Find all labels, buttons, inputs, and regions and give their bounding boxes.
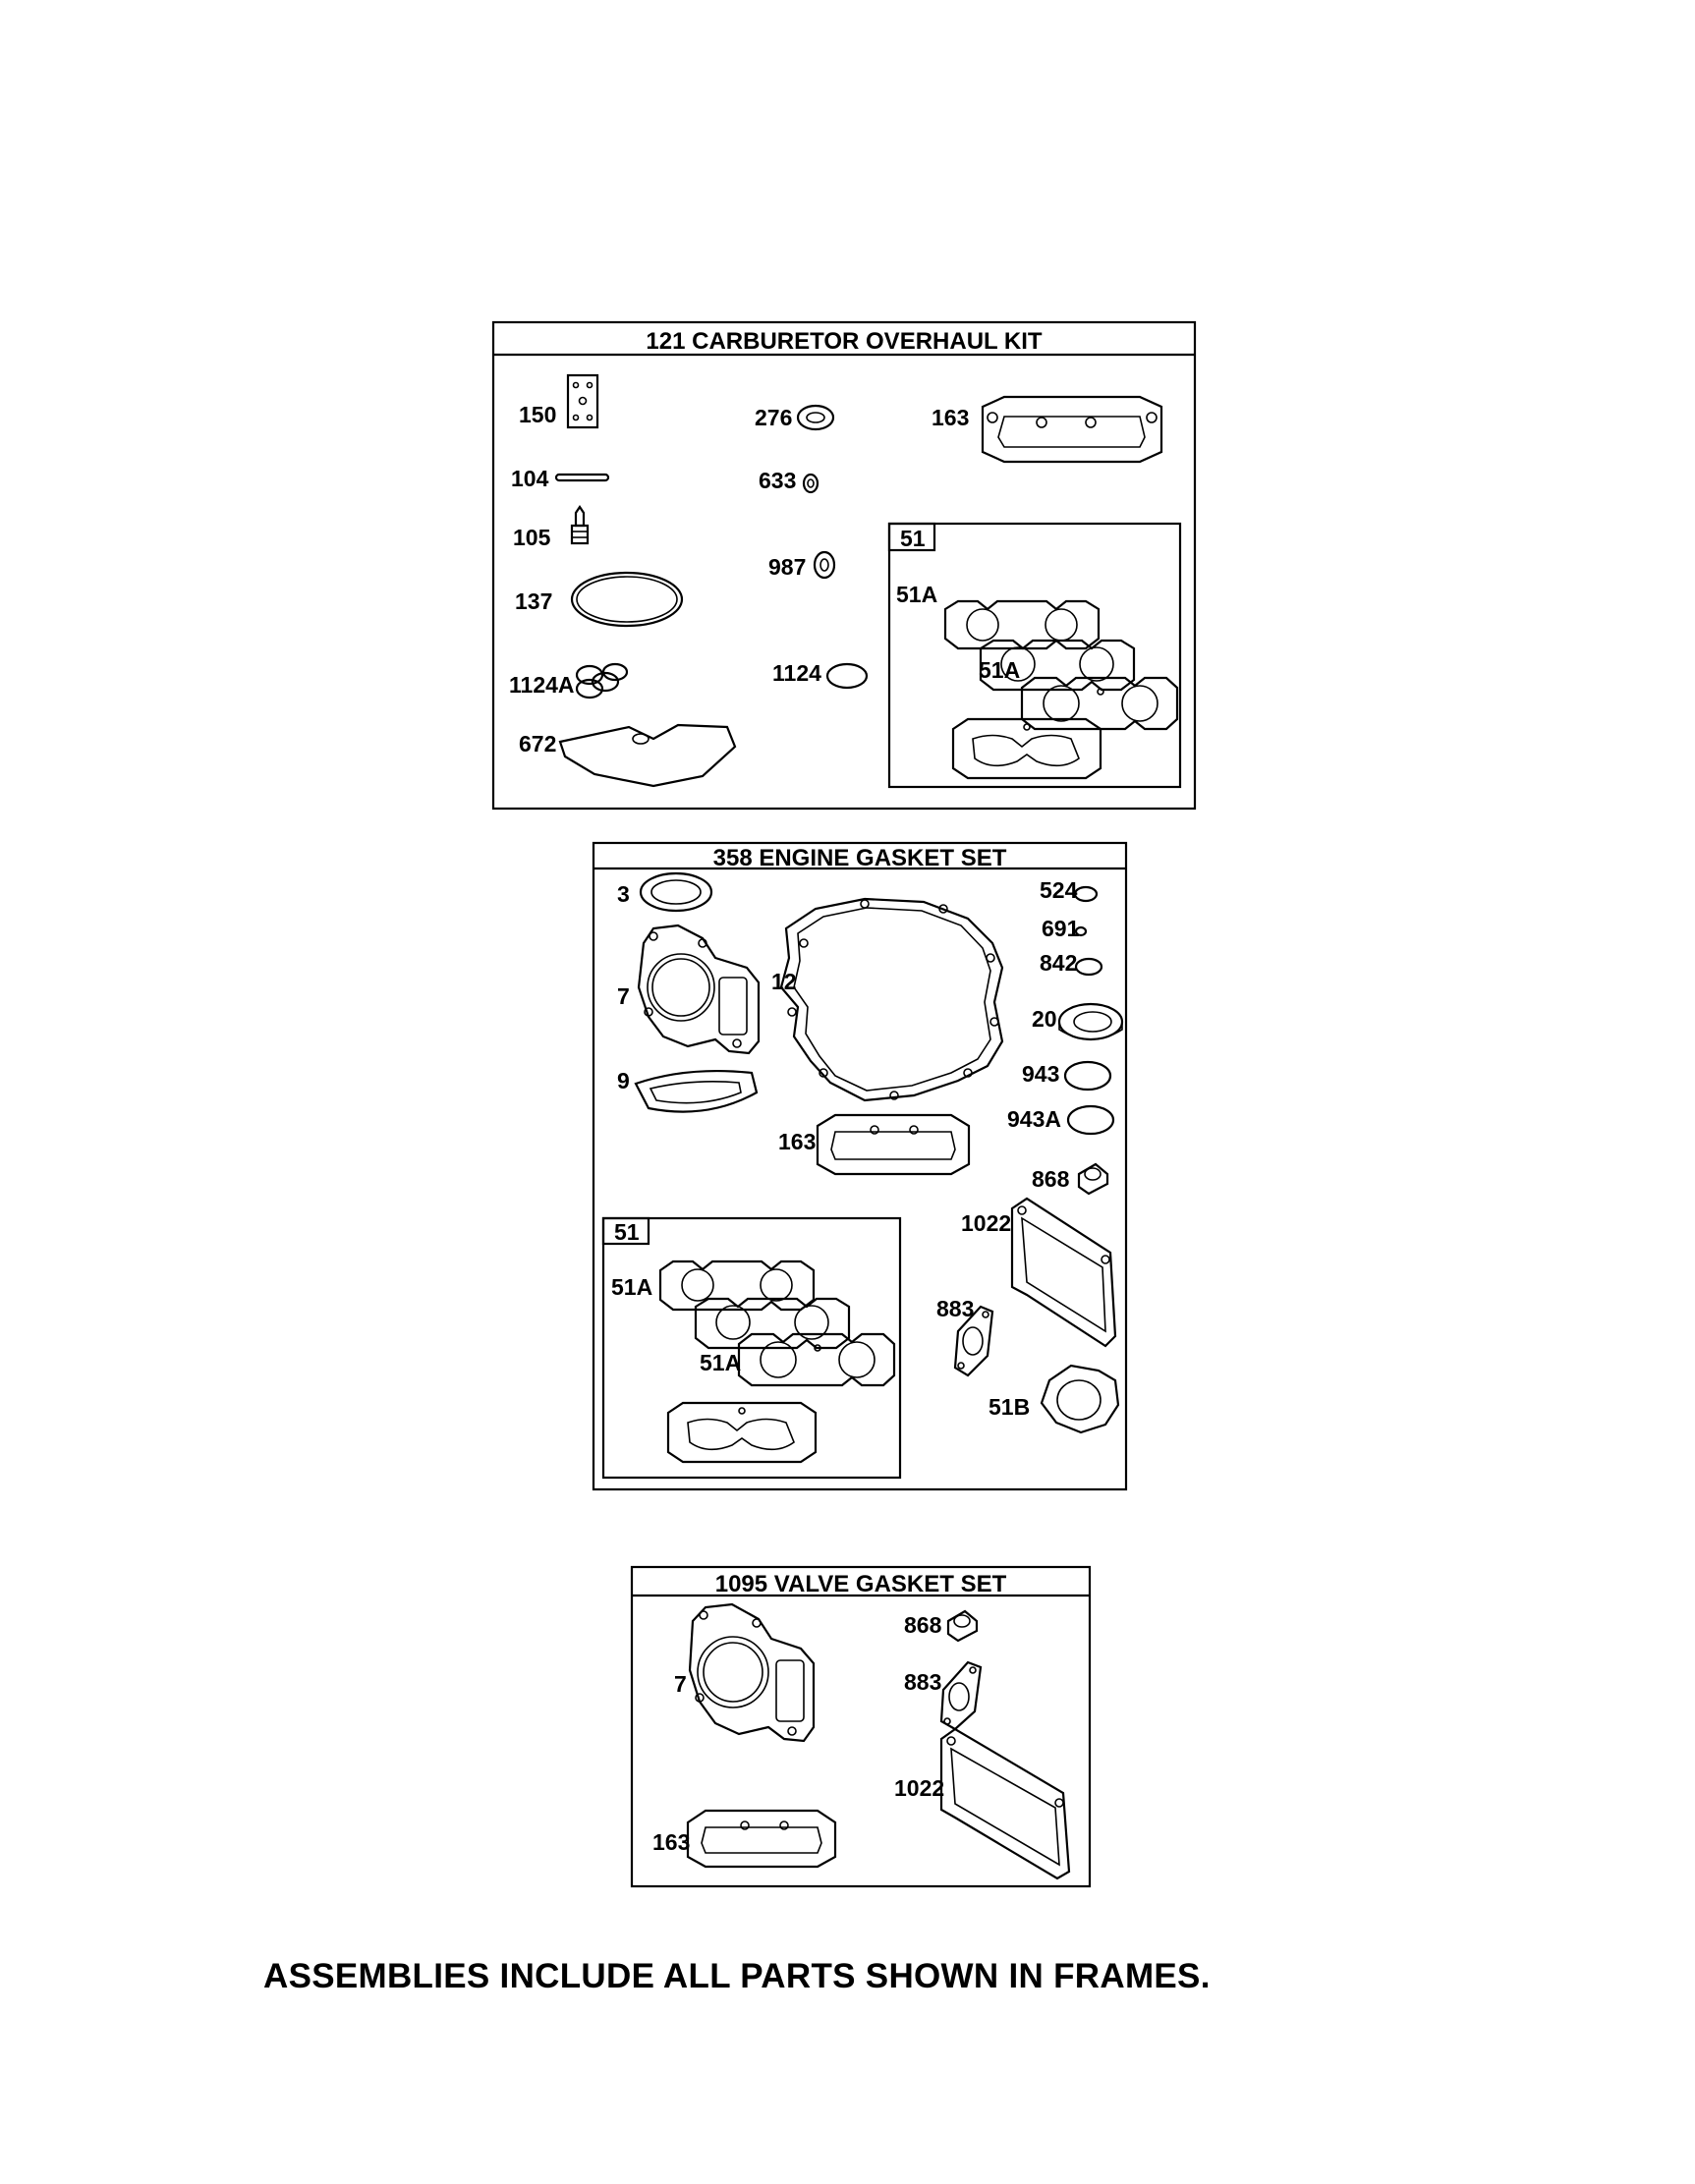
- valve-seal-868-valve-part: [948, 1611, 977, 1641]
- pin-part: [556, 475, 608, 480]
- gasket-9-part: [636, 1071, 757, 1112]
- engine-gasket-set-title: 358 ENGINE GASKET SET: [712, 845, 1007, 871]
- part-label-7: 7: [617, 983, 630, 1009]
- oring-943A-part: [1068, 1106, 1113, 1134]
- part-label-137: 137: [515, 588, 553, 614]
- part-label-104: 104: [511, 466, 549, 491]
- part-label-51: 51: [900, 526, 926, 551]
- carburetor-kit-title: 121 CARBURETOR OVERHAUL KIT: [646, 328, 1043, 355]
- part-label-163-engine: 163: [778, 1129, 817, 1154]
- part-label-7-valve: 7: [674, 1671, 687, 1697]
- part-label-987: 987: [768, 554, 807, 580]
- part-label-12: 12: [771, 969, 797, 994]
- gasket-51B-part: [1042, 1366, 1118, 1432]
- part-label-51B: 51B: [989, 1394, 1031, 1420]
- valve-seal-868-part: [1079, 1164, 1107, 1194]
- washers-part: [577, 664, 627, 698]
- carb-plate-part: [568, 375, 597, 427]
- valve-gasket-set-frame: [632, 1567, 1090, 1886]
- assemblies-note: ASSEMBLIES INCLUDE ALL PARTS SHOWN IN FRAMES.: [263, 1957, 1211, 1995]
- oring-1124-part: [827, 664, 867, 688]
- oring-524-part: [1075, 887, 1097, 901]
- part-label-691: 691: [1042, 916, 1080, 941]
- oil-seal-3-part: [641, 873, 711, 911]
- part-label-883: 883: [936, 1296, 975, 1321]
- part-label-868-valve: 868: [904, 1612, 942, 1638]
- part-label-163-valve: 163: [652, 1829, 691, 1855]
- part-label-51A-lower: 51A: [979, 657, 1021, 683]
- part-label-1124: 1124: [772, 660, 821, 686]
- intake-gasket-51A-engine-c: [739, 1334, 894, 1385]
- part-label-51A-engine-upper: 51A: [611, 1274, 653, 1300]
- part-label-1022-valve: 1022: [894, 1775, 945, 1801]
- part-label-20: 20: [1032, 1006, 1057, 1032]
- part-label-1022: 1022: [961, 1210, 1012, 1236]
- part-label-842: 842: [1040, 950, 1078, 976]
- part-label-51-engine: 51: [614, 1219, 640, 1245]
- part-label-883-valve: 883: [904, 1669, 942, 1695]
- part-label-524: 524: [1040, 877, 1078, 903]
- bowl-gasket-ring-part: [572, 573, 682, 626]
- seal-276-part: [798, 406, 833, 429]
- valve-gasket-set-title: 1095 VALVE GASKET SET: [714, 1571, 1007, 1597]
- intake-gasket-163-engine-part: [818, 1115, 969, 1174]
- part-label-1124A: 1124A: [509, 672, 575, 698]
- oring-943-part: [1065, 1062, 1110, 1090]
- seal-987-part: [815, 552, 834, 578]
- part-label-276: 276: [755, 405, 793, 430]
- part-label-3: 3: [617, 881, 630, 907]
- intake-gasket-163-valve-part: [688, 1811, 835, 1867]
- carburetor-overhaul-kit-frame: [493, 322, 1195, 809]
- part-label-9: 9: [617, 1068, 630, 1093]
- part-label-633: 633: [759, 468, 797, 493]
- part-label-943A: 943A: [1007, 1106, 1061, 1132]
- intake-gasket-163-part: [983, 397, 1161, 462]
- intake-gasket-set-51-frame: [889, 524, 1180, 787]
- part-label-105: 105: [513, 525, 551, 550]
- oring-842-part: [1076, 959, 1102, 975]
- part-label-868: 868: [1032, 1166, 1070, 1192]
- float-needle-part: [572, 507, 588, 543]
- seal-633-part: [804, 475, 818, 492]
- engine-gasket-set-frame: [593, 843, 1126, 1489]
- intake-gasket-51A-engine-a: [660, 1261, 814, 1310]
- part-label-150: 150: [519, 402, 557, 427]
- oil-seal-20-part: [1059, 1004, 1122, 1039]
- intake-gasket-51A-engine-b: [696, 1299, 849, 1348]
- head-gasket-7-valve-part: [690, 1604, 814, 1741]
- carb-body-gasket-part: [560, 725, 735, 786]
- intake-gasket-51-engine-bottom: [668, 1403, 816, 1462]
- head-gasket-7-part: [639, 925, 759, 1053]
- part-label-51A-upper: 51A: [896, 582, 938, 607]
- intake-gasket-51A-c: [1022, 678, 1177, 729]
- part-label-163: 163: [932, 405, 970, 430]
- part-label-51A-engine-lower: 51A: [700, 1350, 742, 1375]
- part-label-943: 943: [1022, 1061, 1060, 1087]
- part-label-672: 672: [519, 731, 557, 756]
- crankcase-gasket-12-part: [781, 899, 1002, 1100]
- rocker-cover-gasket-1022-valve-part: [941, 1729, 1069, 1878]
- exhaust-gasket-883-valve-part: [941, 1662, 981, 1729]
- rocker-cover-gasket-1022-part: [1012, 1199, 1115, 1346]
